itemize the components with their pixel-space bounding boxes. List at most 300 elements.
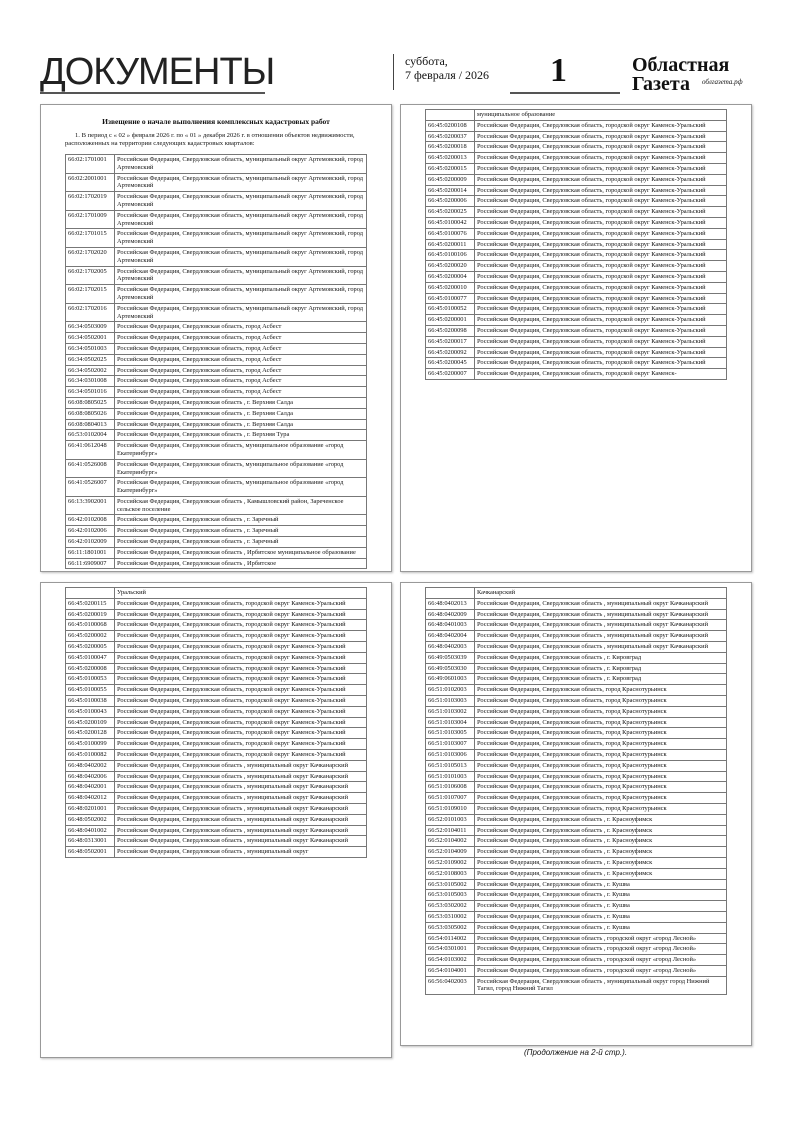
cadastral-table-1 [65,154,367,569]
table-row [66,749,367,760]
cadastral-code: 66:02:1702015 [66,285,115,304]
location-description: Российская Федерация, Свердловская область, город Краснотурьинск [475,685,727,696]
location-description: Российская Федерация, Свердловская область, муниципальный округ Артемовский, город Артемовский [115,247,367,266]
table-row [426,857,727,868]
cadastral-code: 66:34:0501016 [66,387,115,398]
table-row [66,760,367,771]
cadastral-code: 66:45:0200018 [426,142,475,153]
table-row [426,131,727,142]
cadastral-code: 66:48:0201001 [66,803,115,814]
cadastral-code: 66:45:0200008 [66,663,115,674]
cadastral-code: 66:54:0103002 [426,955,475,966]
location-description: Российская Федерация, Свердловская область , муниципальный округ Качканарский [115,771,367,782]
location-description: Российская Федерация, Свердловская область, городской округ Каменск-Уральский [115,663,367,674]
cadastral-code: 66:51:0103004 [426,717,475,728]
cadastral-code: 66:45:0200010 [426,282,475,293]
cadastral-code: 66:53:0305002 [426,922,475,933]
location-description: Российская Федерация, Свердловская область , муниципальный округ Качканарский [115,782,367,793]
table-row [426,250,727,261]
cadastral-code: 66:45:0200128 [66,728,115,739]
page-number-rule [510,92,620,94]
location-description: Российская Федерация, Свердловская область, город Асбест [115,365,367,376]
table-row [66,739,367,750]
document-panel-3 [40,582,392,1058]
document-panel-4 [400,582,752,1046]
location-description: Российская Федерация, Свердловская область , г. Кушва [475,901,727,912]
location-description: Российская Федерация, Свердловская область, муниципальный округ Артемовский, город Артемовский [115,210,367,229]
location-description: Российская Федерация, Свердловская область , г. Заречный [115,537,367,548]
location-description: Российская Федерация, Свердловская область, муниципальное образование «город Екатеринбург» [115,478,367,497]
table-row [66,192,367,211]
location-description: Российская Федерация, Свердловская область, городской округ Каменск-Уральский [115,706,367,717]
cadastral-code: 66:51:0103006 [426,749,475,760]
table-row [66,365,367,376]
newspaper-name-line1: Областная [632,54,730,76]
cadastral-code: 66:48:0402006 [66,771,115,782]
cadastral-code: 66:53:0105002 [426,879,475,890]
table-row [426,185,727,196]
table-row [426,739,727,750]
table-row [426,749,727,760]
newspaper-name-line2: Газета [632,73,690,95]
location-description: Уральский [115,588,367,599]
location-description: Российская Федерация, Свердловская область, городской округ Каменск-Уральский [475,293,727,304]
cadastral-code: 66:45:0100053 [66,674,115,685]
cadastral-table-2 [425,109,727,380]
table-row [426,325,727,336]
notice-title: Извещение о начале выполнения комплексных кадастровых работ [102,117,330,126]
table-row [66,155,367,174]
location-description: муниципальное образование [475,110,727,121]
location-description: Российская Федерация, Свердловская область, город Краснотурьинск [475,695,727,706]
cadastral-code: 66:48:0402009 [426,609,475,620]
location-description: Российская Федерация, Свердловская область, муниципальный округ Артемовский, город Артемовский [115,266,367,285]
table-row [426,163,727,174]
location-description: Российская Федерация, Свердловская область , Камышловский район, Зареченское сельское поселение [115,496,367,515]
location-description: Российская Федерация, Свердловская область, город Асбест [115,322,367,333]
cadastral-code: 66:48:0402013 [426,598,475,609]
table-row [66,547,367,558]
table-row [426,228,727,239]
table-row [66,247,367,266]
location-description: Российская Федерация, Свердловская область , г. Кировград [475,663,727,674]
location-description: Российская Федерация, Свердловская область , г. Красноуфимск [475,814,727,825]
table-row [66,459,367,478]
location-description: Российская Федерация, Свердловская область, городской округ Каменск-Уральский [115,685,367,696]
table-row [66,515,367,526]
cadastral-code: 66:45:0200092 [426,347,475,358]
location-description: Российская Федерация, Свердловская область , муниципальный округ Качканарский [475,631,727,642]
cadastral-code: 66:52:0109002 [426,857,475,868]
table-row [426,825,727,836]
cadastral-code: 66:11:6909007 [66,558,115,569]
location-description: Российская Федерация, Свердловская область, городской округ Каменск- [475,369,727,380]
table-row [66,620,367,631]
table-row [426,965,727,976]
cadastral-code: 66:45:0200115 [66,598,115,609]
location-description: Российская Федерация, Свердловская область , муниципальный округ Качканарский [115,814,367,825]
location-description: Российская Федерация, Свердловская область, городской округ Каменск-Уральский [475,315,727,326]
location-description: Российская Федерация, Свердловская область , г. Красноуфимск [475,868,727,879]
location-description: Российская Федерация, Свердловская область, город Асбест [115,376,367,387]
table-row [66,496,367,515]
table-row [426,760,727,771]
table-row [66,387,367,398]
cadastral-code: 66:02:1702016 [66,303,115,322]
table-row [426,728,727,739]
location-description: Российская Федерация, Свердловская область, городской округ Каменск-Уральский [475,185,727,196]
cadastral-code: 66:54:0114002 [426,933,475,944]
location-description: Российская Федерация, Свердловская область, городской округ Каменск-Уральский [475,174,727,185]
table-row [66,478,367,497]
table-row [66,706,367,717]
cadastral-code: 66:45:0200019 [66,609,115,620]
table-row [426,369,727,380]
table-row [66,728,367,739]
cadastral-code: 66:48:0402003 [426,641,475,652]
table-row [66,303,367,322]
cadastral-code: 66:02:1702005 [66,266,115,285]
location-description: Российская Федерация, Свердловская область , г. Кировград [475,674,727,685]
table-row [426,955,727,966]
document-panel-1 [40,104,392,572]
table-row [66,825,367,836]
table-row [66,836,367,847]
cadastral-code: 66:45:0200004 [426,271,475,282]
page-number: 1 [550,52,567,89]
document-panel-2 [400,104,752,572]
location-description: Российская Федерация, Свердловская область, городской округ Каменск-Уральский [115,717,367,728]
cadastral-code: 66:56:0402003 [426,976,475,995]
table-row [426,358,727,369]
cadastral-code: 66:45:0200108 [426,120,475,131]
location-description: Российская Федерация, Свердловская область, городской округ Каменск-Уральский [475,271,727,282]
cadastral-code: 66:42:0102009 [66,537,115,548]
location-description: Российская Федерация, Свердловская область, город Краснотурьинск [475,782,727,793]
cadastral-code: 66:51:0107007 [426,793,475,804]
location-description: Российская Федерация, Свердловская область, городской округ Каменск-Уральский [115,598,367,609]
cadastral-code: 66:48:0402002 [66,760,115,771]
cadastral-code: 66:45:0100099 [66,739,115,750]
location-description: Российская Федерация, Свердловская область, городской округ Каменск-Уральский [115,728,367,739]
table-row [426,911,727,922]
cadastral-code: 66:51:0103005 [426,728,475,739]
location-description: Качканарский [475,588,727,599]
cadastral-code: 66:11:1801001 [66,547,115,558]
table-row [426,793,727,804]
masthead [40,52,760,96]
table-row [66,609,367,620]
cadastral-code: 66:34:0501003 [66,343,115,354]
table-row [66,793,367,804]
location-description: Российская Федерация, Свердловская область, город Краснотурьинск [475,706,727,717]
cadastral-code: 66:13:3902001 [66,496,115,515]
cadastral-code: 66:02:1702020 [66,247,115,266]
cadastral-code: 66:08:0804013 [66,419,115,430]
location-description: Российская Федерация, Свердловская область , муниципальный округ [115,847,367,858]
cadastral-code: 66:45:0200014 [426,185,475,196]
location-description: Российская Федерация, Свердловская область , г. Верхняя Салда [115,419,367,430]
cadastral-code: 66:51:0106008 [426,782,475,793]
table-row [66,803,367,814]
cadastral-code: 66:53:0310002 [426,911,475,922]
cadastral-code: 66:45:0200037 [426,131,475,142]
cadastral-code: 66:45:0100047 [66,652,115,663]
cadastral-code: 66:48:0313001 [66,836,115,847]
location-description: Российская Федерация, Свердловская область, городской округ Каменск-Уральский [475,304,727,315]
location-description: Российская Федерация, Свердловская область, город Краснотурьинск [475,793,727,804]
location-description: Российская Федерация, Свердловская область, городской округ Каменск-Уральский [115,652,367,663]
notice-intro: 1. В период с « 02 » февраля 2026 г. по « 01 » декабря 2026 г. в отношении объектов недвижимости, расположенных на территории следующих кадастровых кварталов: [65,132,355,147]
location-description: Российская Федерация, Свердловская область , г. Кушва [475,879,727,890]
cadastral-code [66,588,115,599]
cadastral-code: 66:54:0301001 [426,944,475,955]
location-description: Российская Федерация, Свердловская область, городской округ Каменск-Уральский [475,196,727,207]
cadastral-code: 66:42:0102008 [66,515,115,526]
location-description: Российская Федерация, Свердловская область , г. Кушва [475,911,727,922]
table-row [66,376,367,387]
cadastral-code: 66:49:0503039 [426,652,475,663]
table-row [426,717,727,728]
cadastral-code: 66:45:0200020 [426,261,475,272]
cadastral-code: 66:53:0302002 [426,901,475,912]
location-description: Российская Федерация, Свердловская область , муниципальный округ Качканарский [475,598,727,609]
cadastral-code: 66:51:0101003 [426,771,475,782]
location-description: Российская Федерация, Свердловская область , городской округ «город Лесной» [475,933,727,944]
cadastral-code: 66:45:0100043 [66,706,115,717]
table-row [66,354,367,365]
location-description: Российская Федерация, Свердловская область, муниципальный округ Артемовский, город Артемовский [115,303,367,322]
table-row [66,537,367,548]
cadastral-code: 66:45:0100076 [426,228,475,239]
cadastral-code: 66:45:0100082 [66,749,115,760]
location-description: Российская Федерация, Свердловская область, городской округ Каменск-Уральский [475,217,727,228]
cadastral-code: 66:52:0101003 [426,814,475,825]
location-description: Российская Федерация, Свердловская область, городской округ Каменск-Уральский [475,358,727,369]
location-description: Российская Федерация, Свердловская область, городской округ Каменск-Уральский [115,631,367,642]
table-row [66,397,367,408]
location-description: Российская Федерация, Свердловская область, городской округ Каменск-Уральский [475,325,727,336]
table-row [66,343,367,354]
location-description: Российская Федерация, Свердловская область, город Асбест [115,343,367,354]
table-row [426,890,727,901]
table-row [426,347,727,358]
table-row [66,663,367,674]
location-description: Российская Федерация, Свердловская область, муниципальное образование «город Екатеринбург» [115,459,367,478]
table-row [426,803,727,814]
cadastral-table-3 [65,587,367,858]
table-row [66,641,367,652]
cadastral-code: 66:45:0200005 [66,641,115,652]
location-description: Российская Федерация, Свердловская область , муниципальный округ Качканарский [115,793,367,804]
table-row [426,782,727,793]
location-description: Российская Федерация, Свердловская область, городской округ Каменск-Уральский [475,228,727,239]
location-description: Российская Федерация, Свердловская область , Ирбитское муниципальное образование [115,547,367,558]
table-row [66,685,367,696]
masthead-rule [40,92,265,94]
cadastral-code: 66:45:0200025 [426,207,475,218]
cadastral-code: 66:48:0502002 [66,814,115,825]
table-row [426,315,727,326]
location-description: Российская Федерация, Свердловская область, город Краснотурьинск [475,771,727,782]
table-row [426,336,727,347]
location-description: Российская Федерация, Свердловская область , муниципальный округ Качканарский [115,760,367,771]
cadastral-code: 66:52:0108003 [426,868,475,879]
cadastral-code: 66:45:0200007 [426,369,475,380]
location-description: Российская Федерация, Свердловская область , г. Кушва [475,922,727,933]
table-row [66,588,367,599]
location-description: Российская Федерация, Свердловская область, муниципальный округ Артемовский, город Артемовский [115,155,367,174]
cadastral-code: 66:34:0301008 [66,376,115,387]
table-row [426,588,727,599]
cadastral-code: 66:45:0200015 [426,163,475,174]
table-row [426,142,727,153]
table-row [426,674,727,685]
location-description: Российская Федерация, Свердловская область , муниципальный округ Качканарский [475,620,727,631]
cadastral-code: 66:08:0805026 [66,408,115,419]
location-description: Российская Федерация, Свердловская область, городской округ Каменск-Уральский [115,609,367,620]
table-row [66,782,367,793]
table-row [426,293,727,304]
table-row [426,685,727,696]
location-description: Российская Федерация, Свердловская область, городской округ Каменск-Уральский [115,620,367,631]
location-description: Российская Федерация, Свердловская область , г. Заречный [115,526,367,537]
cadastral-code: 66:42:0102006 [66,526,115,537]
location-description: Российская Федерация, Свердловская область , г. Верхняя Салда [115,408,367,419]
cadastral-code: 66:45:0100055 [66,685,115,696]
cadastral-code: 66:52:0104002 [426,836,475,847]
location-description: Российская Федерация, Свердловская область, муниципальный округ Артемовский, город Артемовский [115,285,367,304]
location-description: Российская Федерация, Свердловская область , г. Верхняя Тура [115,430,367,441]
table-row [66,771,367,782]
location-description: Российская Федерация, Свердловская область, городской округ Каменск-Уральский [115,641,367,652]
location-description: Российская Федерация, Свердловская область, городской округ Каменск-Уральский [475,239,727,250]
issue-weekday: суббота, [405,54,448,68]
table-row [66,419,367,430]
cadastral-code: 66:02:2001001 [66,173,115,192]
table-row [426,695,727,706]
cadastral-code: 66:48:0402004 [426,631,475,642]
location-description: Российская Федерация, Свердловская область , муниципальный округ город Нижний Тагил, город Нижний Тагил [475,976,727,995]
table-row [426,271,727,282]
location-description: Российская Федерация, Свердловская область, городской округ Каменск-Уральский [475,207,727,218]
cadastral-code: 66:41:0526008 [66,459,115,478]
table-row [66,526,367,537]
table-row [426,706,727,717]
table-row [66,322,367,333]
location-description: Российская Федерация, Свердловская область, город Краснотурьинск [475,760,727,771]
table-row [426,598,727,609]
cadastral-code: 66:51:0103002 [426,706,475,717]
cadastral-code: 66:02:1701015 [66,229,115,248]
continuation-note: (Продолжение на 2-й стр.). [524,1048,628,1057]
cadastral-code: 66:45:0200109 [66,717,115,728]
cadastral-code: 66:53:0105003 [426,890,475,901]
section-title: ДОКУМЕНТЫ [40,51,275,93]
location-description: Российская Федерация, Свердловская область, городской округ Каменск-Уральский [475,261,727,272]
location-description: Российская Федерация, Свердловская область , муниципальный округ Качканарский [475,609,727,620]
table-row [426,239,727,250]
location-description: Российская Федерация, Свердловская область , г. Кировград [475,652,727,663]
cadastral-code [426,588,475,599]
location-description: Российская Федерация, Свердловская область, городской округ Каменск-Уральский [475,336,727,347]
location-description: Российская Федерация, Свердловская область, городской округ Каменск-Уральский [475,142,727,153]
table-row [66,652,367,663]
location-description: Российская Федерация, Свердловская область, городской округ Каменск-Уральский [115,695,367,706]
masthead-divider [393,54,394,90]
table-row [66,285,367,304]
cadastral-code: 66:45:0200013 [426,153,475,164]
location-description: Российская Федерация, Свердловская область , г. Красноуфимск [475,857,727,868]
table-row [66,847,367,858]
table-row [426,933,727,944]
table-row [66,408,367,419]
location-description: Российская Федерация, Свердловская область , г. Кушва [475,890,727,901]
table-row [66,229,367,248]
newspaper-site: облгазета.рф [702,78,743,86]
location-description: Российская Федерация, Свердловская область, городской округ Каменск-Уральский [475,131,727,142]
location-description: Российская Федерация, Свердловская область, муниципальный округ Артемовский, город Артемовский [115,229,367,248]
table-row [66,210,367,229]
cadastral-code: 66:51:0103007 [426,739,475,750]
cadastral-code: 66:51:0102003 [426,685,475,696]
table-row [426,631,727,642]
table-row [426,196,727,207]
table-row [426,879,727,890]
cadastral-code: 66:45:0100106 [426,250,475,261]
cadastral-code: 66:48:0402012 [66,793,115,804]
table-row [66,558,367,569]
table-row [426,609,727,620]
table-row [426,261,727,272]
location-description: Российская Федерация, Свердловская область , Ирбитское [115,558,367,569]
location-description: Российская Федерация, Свердловская область, городской округ Каменск-Уральский [475,347,727,358]
location-description: Российская Федерация, Свердловская область, город Краснотурьинск [475,803,727,814]
cadastral-code: 66:45:0100068 [66,620,115,631]
table-row [66,674,367,685]
table-row [426,641,727,652]
location-description: Российская Федерация, Свердловская область, городской округ Каменск-Уральский [115,674,367,685]
cadastral-code: 66:53:0102004 [66,430,115,441]
table-row [426,771,727,782]
cadastral-code: 66:45:0200009 [426,174,475,185]
cadastral-code: 66:45:0200006 [426,196,475,207]
table-row [426,304,727,315]
cadastral-code: 66:45:0100052 [426,304,475,315]
location-description: Российская Федерация, Свердловская область, город Краснотурьинск [475,728,727,739]
table-row [66,695,367,706]
issue-date [405,54,489,82]
cadastral-code: 66:49:0601003 [426,674,475,685]
cadastral-code: 66:52:0104009 [426,847,475,858]
location-description: Российская Федерация, Свердловская область , муниципальный округ Качканарский [115,803,367,814]
table-row [426,814,727,825]
table-row [66,430,367,441]
table-row [66,441,367,460]
issue-date-text: 7 февраля / 2026 [405,68,490,82]
table-row [426,110,727,121]
location-description: Российская Федерация, Свердловская область, город Краснотурьинск [475,717,727,728]
table-row [426,976,727,995]
table-row [66,173,367,192]
cadastral-code: 66:02:1702019 [66,192,115,211]
cadastral-code: 66:51:0109010 [426,803,475,814]
cadastral-code: 66:34:0503009 [66,322,115,333]
location-description: Российская Федерация, Свердловская область , городской округ «город Лесной» [475,955,727,966]
table-row [426,153,727,164]
cadastral-code: 66:45:0200045 [426,358,475,369]
table-row [426,652,727,663]
